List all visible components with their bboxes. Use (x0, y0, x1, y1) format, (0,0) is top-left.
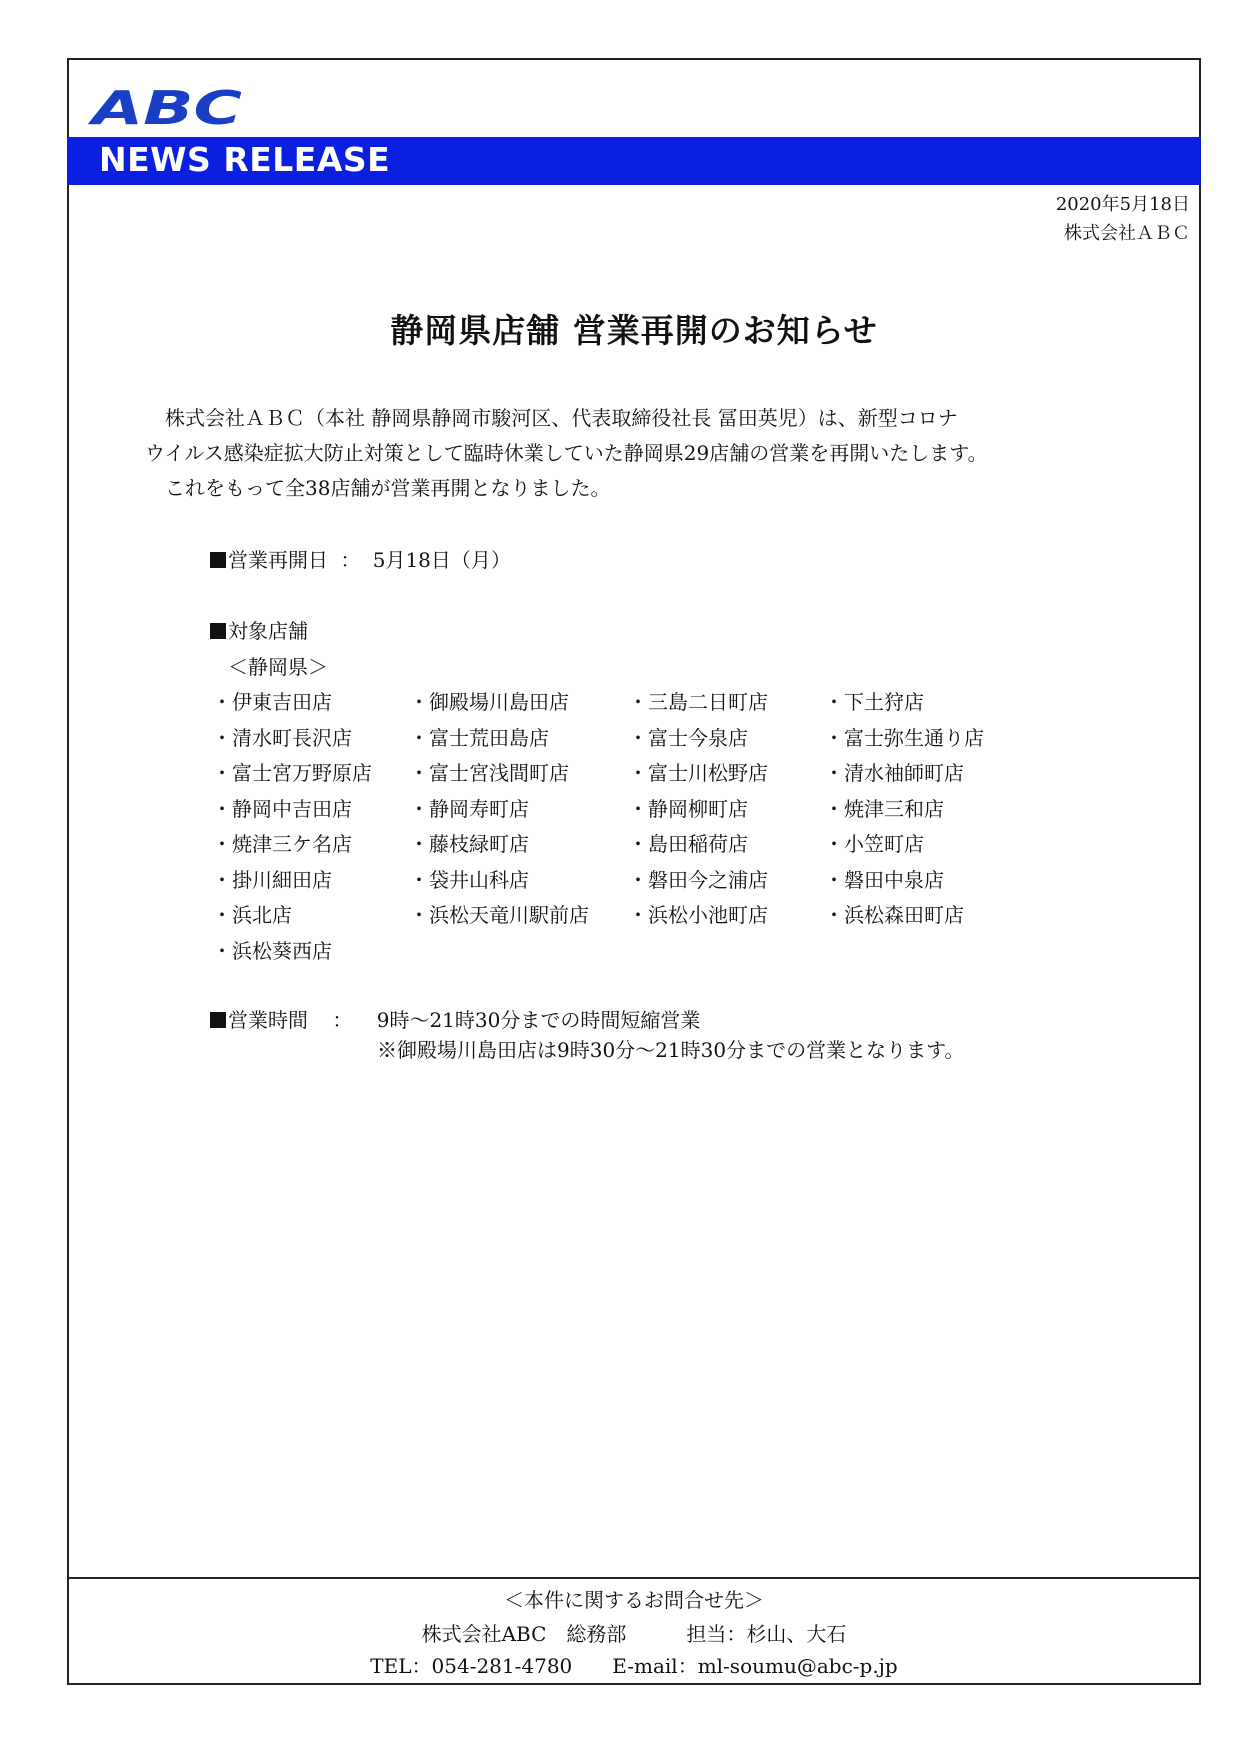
page-title: 静岡県店舗 営業再開のお知らせ (390, 311, 878, 350)
store-item: ・浜松小池町店 (628, 903, 768, 927)
contact-department: 株式会社ABC 総務部 担当：杉山、大石 (421, 1622, 847, 1646)
store-item: ・富士宮浅間町店 (409, 761, 569, 785)
contact-heading: ＜本件に関するお問合せ先＞ (504, 1588, 764, 1612)
hours-separator: ： (332, 1008, 353, 1032)
stores-region: ＜静岡県＞ (228, 655, 328, 679)
hours-note: ※御殿場川島田店は9時30分～21時30分までの営業となります。 (377, 1038, 965, 1062)
reopen-date-row (210, 544, 511, 573)
store-item: ・静岡寿町店 (409, 796, 529, 821)
hours-row (210, 1004, 700, 1033)
store-item: ・焼津三ケ名店 (212, 832, 352, 856)
intro-line-3: これをもって全38店舗が営業再開となりました。 (165, 476, 611, 500)
store-item: ・伊東吉田店 (212, 690, 332, 714)
hours-value: 9時～21時30分までの時間短縮営業 (376, 1008, 701, 1032)
store-item: ・磐田中泉店 (824, 867, 944, 892)
store-item: ・富士弥生通り店 (824, 725, 984, 750)
square-bullet-icon (210, 1012, 226, 1028)
abc-logo (88, 86, 248, 128)
store-item: ・富士川松野店 (628, 761, 768, 785)
store-item: ・浜松天竜川駅前店 (409, 903, 589, 927)
store-item: ・御殿場川島田店 (409, 690, 569, 714)
store-item: ・浜北店 (212, 903, 292, 927)
store-item: ・袋井山科店 (409, 867, 529, 892)
reopen-separator: ： (340, 548, 361, 572)
reopen-label: 営業再開日 (228, 548, 328, 572)
store-item: ・清水袖師町店 (824, 761, 964, 785)
banner-title: NEWS RELEASE (99, 140, 391, 179)
store-item: ・島田稲荷店 (628, 832, 748, 856)
hours-label: 営業時間 (228, 1008, 308, 1032)
footer-divider (67, 1577, 1201, 1579)
abc-logo-text: ABC (88, 86, 243, 128)
store-item: ・藤枝緑町店 (409, 832, 529, 856)
store-item: ・浜松葵西店 (212, 938, 332, 963)
store-item: ・三島二日町店 (628, 690, 768, 714)
store-item: ・小笠町店 (824, 832, 924, 856)
store-item: ・磐田今之浦店 (628, 867, 768, 892)
store-item: ・富士今泉店 (628, 725, 748, 750)
store-item: ・富士荒田島店 (409, 725, 549, 750)
intro-line-2: ウイルス感染症拡大防止対策として臨時休業していた静岡県29店舗の営業を再開いたします。 (145, 441, 988, 465)
contact-details: TEL：054-281-4780 E-mail：ml-soumu@abc-p.jp (370, 1654, 898, 1678)
store-item: ・清水町長沢店 (212, 725, 352, 750)
intro-line-1: 株式会社ＡＢＣ（本社 静岡県静岡市駿河区、代表取締役社長 冨田英児）は、新型コロナ (165, 406, 958, 430)
store-item: ・焼津三和店 (824, 796, 944, 821)
store-item: ・富士宮万野原店 (212, 761, 372, 785)
stores-label: 対象店舗 (228, 619, 308, 643)
news-release-banner (67, 137, 1201, 185)
square-bullet-icon (210, 552, 226, 568)
release-date: 2020年5月18日 (1055, 194, 1190, 215)
store-item: ・掛川細田店 (212, 867, 332, 892)
store-item: ・静岡中吉田店 (212, 796, 352, 821)
store-item: ・浜松森田町店 (824, 903, 964, 927)
store-item: ・下土狩店 (824, 690, 924, 714)
company-name: 株式会社ＡＢＣ (1064, 223, 1190, 244)
stores-heading (210, 615, 308, 644)
reopen-value: 5月18日（月） (372, 548, 511, 572)
store-item: ・静岡柳町店 (628, 796, 748, 821)
square-bullet-icon (210, 623, 226, 639)
